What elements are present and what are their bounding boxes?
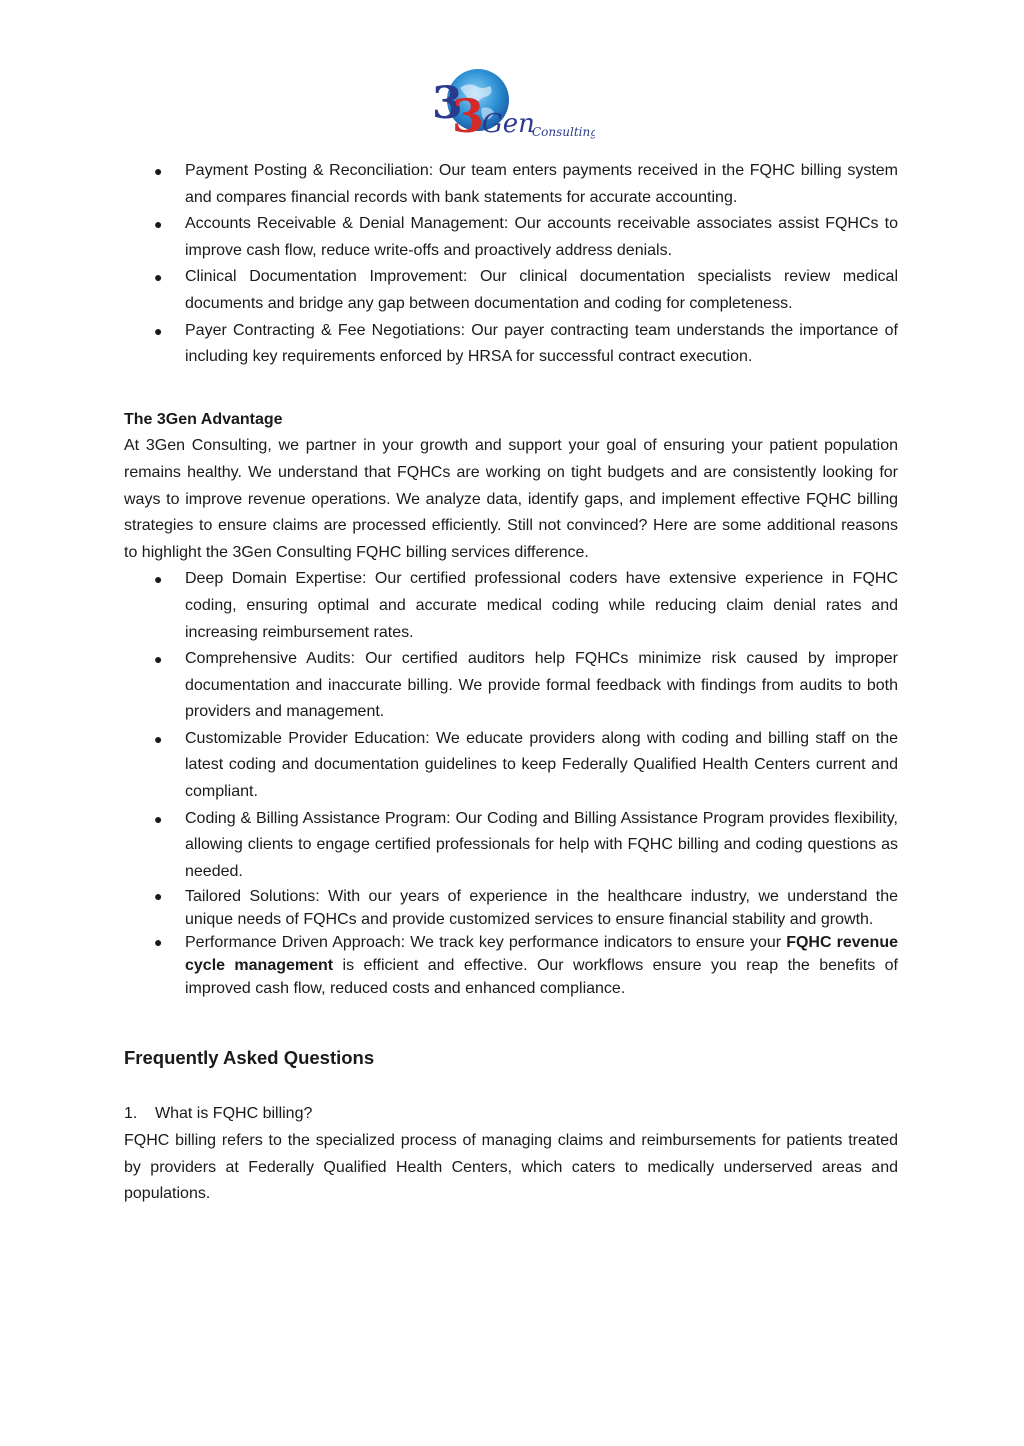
company-logo	[430, 66, 595, 148]
bullet-icon: ●	[154, 163, 163, 179]
advantage-paragraph: At 3Gen Consulting, we partner in your growth and support your goal of ensuring your patient population remains healthy. We understand that FQHCs are working on tight budgets and are consistently looking for ways to improve revenue operations. We analyze data, identify gaps, and implement effective FQHC billing strategies to ensure claims are processed efficiently. Still not convinced? Here are some additional reasons to highlight the 3Gen Consulting FQHC billing services difference.	[124, 437, 898, 561]
bullet-icon: ●	[154, 571, 163, 588]
list-item-text: Tailored Solutions: With our years of experience in the healthcare industry, we understand the unique needs of FQHCs and provide customized services to ensure financial stability and growth.	[185, 888, 898, 929]
faq-question-text: What is FQHC billing?	[155, 1105, 313, 1123]
bullet-icon: ●	[154, 888, 163, 905]
advantage-list-tight	[124, 885, 898, 1000]
bullet-icon: ●	[154, 269, 163, 286]
list-item-text: Deep Domain Expertise: Our certified professional coders have extensive experience in FQHC coding, ensuring optimal and accurate medical coding while reducing claim denial rates and increasing reimbursement rates.	[185, 570, 898, 641]
faq-heading: Frequently Asked Questions	[124, 1047, 375, 1069]
perf-text-before: Performance Driven Approach: We track key performance indicators to ensure your	[185, 934, 787, 952]
advantage-list	[124, 566, 898, 885]
list-item-text: Customizable Provider Education: We educate providers along with coding and billing staff on the latest coding and documentation guidelines to keep Federally Qualified Health Centers current and compliant.	[185, 729, 898, 801]
logo-brand: Gen	[482, 109, 535, 139]
faq-answer: FQHC billing refers to the specialized process of managing claims and reimbursements for patients treated by providers at Federally Qualified Health Centers, which caters to medically underserved areas and populations.	[124, 1132, 898, 1203]
list-item-text	[185, 934, 898, 997]
list-item-text: Clinical Documentation Improvement: Our clinical documentation specialists review medical documents and bridge any gap between documentation and coding for completeness.	[185, 268, 898, 312]
list-item	[124, 566, 898, 646]
list-item	[124, 806, 898, 886]
perf-text-after: is efficient and effective. Our workflows ensure you reap the benefits of improved cash flow, reduced costs and enhanced compliance.	[185, 957, 898, 998]
bullet-icon: ●	[154, 810, 163, 827]
list-item	[124, 264, 898, 317]
list-item-text: Payer Contracting & Fee Negotiations: Our payer contracting team understands the importance of including key requirements enforced by HRSA for successful contract execution.	[185, 321, 898, 366]
list-item-text: Comprehensive Audits: Our certified auditors help FQHCs minimize risk caused by improper documentation and inaccurate billing. We provide formal feedback with findings from audits to both providers and management.	[185, 650, 898, 721]
services-list	[124, 158, 898, 371]
perf-text-bold: FQHC revenue cycle management	[185, 934, 899, 975]
logo-sub: Consulting	[532, 125, 595, 139]
faq-question	[124, 1101, 898, 1128]
list-item	[124, 726, 898, 806]
bullet-icon: ●	[154, 934, 163, 951]
list-item	[124, 646, 898, 726]
logo-digit-red: 3	[452, 89, 485, 143]
list-item	[124, 318, 898, 371]
faq-question-number: 1.	[124, 1105, 138, 1123]
logo-graphic	[430, 66, 595, 148]
list-item	[124, 211, 898, 264]
list-item	[124, 931, 898, 1000]
document-body	[124, 158, 898, 1208]
advantage-heading: The 3Gen Advantage	[124, 410, 283, 428]
list-item-text: Payment Posting & Reconciliation: Our team enters payments received in the FQHC billing system and compares financial records with bank statements for accurate accounting.	[185, 162, 898, 206]
list-item-text: Accounts Receivable & Denial Management: Our accounts receivable associates assist FQHCs to improve cash flow, reduce write-offs and proactively address denials.	[185, 215, 898, 259]
logo-digit-blue: 3	[432, 78, 463, 129]
bullet-icon: ●	[154, 216, 163, 233]
list-item-text: Coding & Billing Assistance Program: Our Coding and Billing Assistance Program provides flexibility, allowing clients to engage certified professionals for help with FQHC billing and coding questions as needed.	[185, 809, 898, 880]
list-item	[124, 158, 898, 211]
list-item	[124, 885, 898, 931]
bullet-icon: ●	[154, 730, 163, 747]
bullet-icon: ●	[154, 322, 163, 339]
bullet-icon: ●	[154, 651, 163, 668]
